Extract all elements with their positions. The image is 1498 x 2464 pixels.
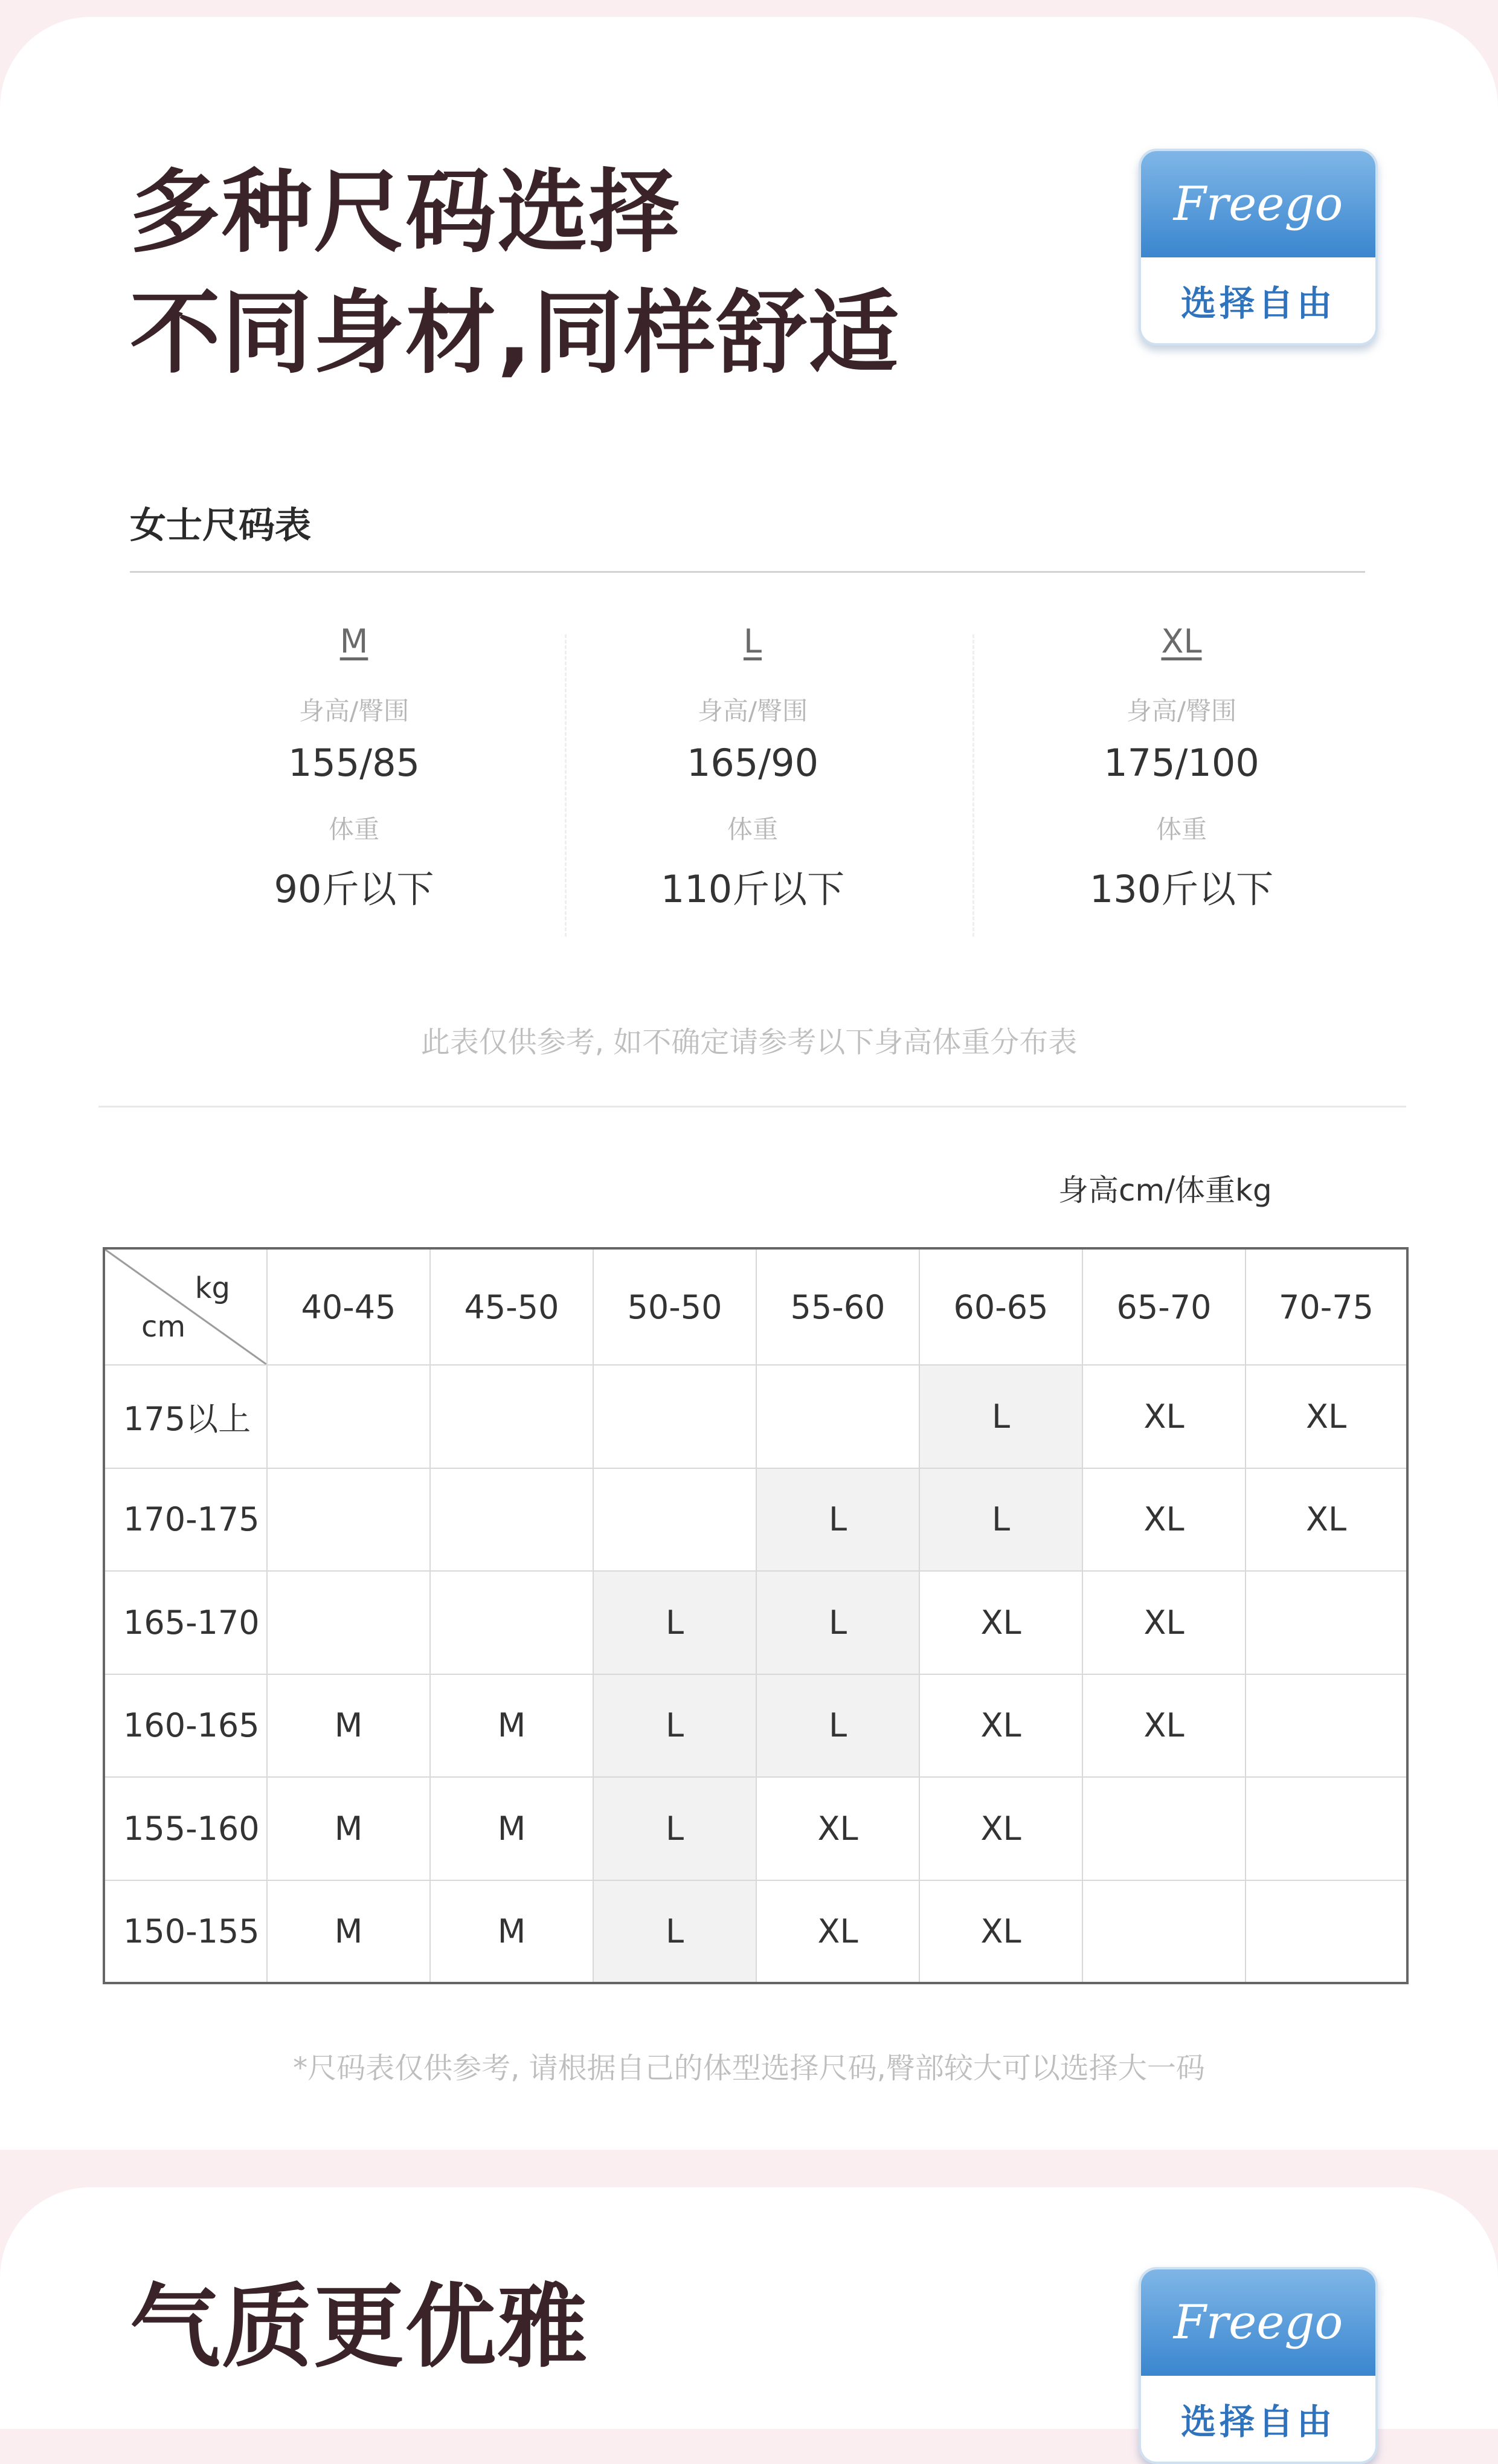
size-column-m bbox=[221, 622, 487, 911]
field-label-weight: 体重 bbox=[727, 814, 778, 844]
corner-cell bbox=[104, 1248, 267, 1365]
row-header: 165-170 bbox=[104, 1571, 267, 1674]
column-header: 60-65 bbox=[919, 1248, 1082, 1365]
next-section-headline: 气质更优雅 bbox=[130, 2275, 590, 2380]
size-cell: XL bbox=[919, 1880, 1082, 1984]
size-cell: L bbox=[593, 1777, 756, 1880]
size-cell: L bbox=[756, 1571, 919, 1674]
column-header: 40-45 bbox=[267, 1248, 430, 1365]
size-cell: XL bbox=[1082, 1571, 1246, 1674]
size-cell bbox=[267, 1365, 430, 1468]
size-cell bbox=[593, 1468, 756, 1572]
field-label-height-hip: 身高/臀围 bbox=[1126, 696, 1237, 726]
brand-tagline: 选择自由 bbox=[1180, 2401, 1336, 2442]
column-header: 45-50 bbox=[430, 1248, 593, 1365]
table-row bbox=[104, 1880, 1407, 1984]
size-name: L bbox=[743, 622, 762, 660]
corner-cm-label: cm bbox=[141, 1310, 186, 1344]
brand-logo bbox=[1139, 2267, 1378, 2464]
row-header: 150-155 bbox=[104, 1880, 267, 1984]
size-cell bbox=[756, 1365, 919, 1468]
height-hip-value: 155/85 bbox=[288, 741, 420, 785]
size-cell: XL bbox=[756, 1880, 919, 1984]
corner-kg-label: kg bbox=[194, 1271, 230, 1305]
size-cell: L bbox=[593, 1571, 756, 1674]
weight-value: 110斤以下 bbox=[660, 867, 845, 911]
size-cell bbox=[1246, 1674, 1407, 1778]
size-cell: M bbox=[267, 1674, 430, 1778]
section-divider bbox=[98, 1106, 1406, 1108]
table-row bbox=[104, 1674, 1407, 1778]
title-divider bbox=[130, 571, 1365, 573]
field-label-height-hip: 身高/臀围 bbox=[697, 696, 808, 726]
column-header: 50-50 bbox=[593, 1248, 756, 1365]
size-cell bbox=[593, 1365, 756, 1468]
size-cell: L bbox=[756, 1468, 919, 1572]
size-chart-note: 此表仅供参考, 如不确定请参考以下身高体重分布表 bbox=[420, 1025, 1078, 1059]
size-chart-title: 女士尺码表 bbox=[130, 505, 311, 547]
size-cell: XL bbox=[919, 1674, 1082, 1778]
row-header: 155-160 bbox=[104, 1777, 267, 1880]
size-cell: XL bbox=[756, 1777, 919, 1880]
size-cell bbox=[1246, 1880, 1407, 1984]
size-cell bbox=[267, 1571, 430, 1674]
size-cell bbox=[1246, 1571, 1407, 1674]
size-cell: M bbox=[430, 1880, 593, 1984]
height-hip-value: 165/90 bbox=[686, 741, 819, 785]
size-name: XL bbox=[1161, 622, 1202, 660]
size-cell: M bbox=[267, 1777, 430, 1880]
size-cell: L bbox=[593, 1674, 756, 1778]
table-row bbox=[104, 1365, 1407, 1468]
size-column-l bbox=[620, 622, 886, 911]
brand-logo bbox=[1139, 149, 1378, 346]
size-name: M bbox=[339, 622, 368, 660]
size-cell: L bbox=[919, 1365, 1082, 1468]
size-cell: L bbox=[593, 1880, 756, 1984]
column-header: 55-60 bbox=[756, 1248, 919, 1365]
weight-value: 90斤以下 bbox=[274, 867, 434, 911]
size-cell: L bbox=[756, 1674, 919, 1778]
height-hip-value: 175/100 bbox=[1104, 741, 1259, 785]
size-cell bbox=[1082, 1777, 1246, 1880]
size-cell: M bbox=[430, 1674, 593, 1778]
table-footnote: *尺码表仅供参考, 请根据自己的体型选择尺码,臀部较大可以选择大一码 bbox=[293, 2051, 1205, 2085]
weight-value: 130斤以下 bbox=[1089, 867, 1274, 911]
size-cell: M bbox=[267, 1880, 430, 1984]
headline-line-2: 不同身材,同样舒适 bbox=[130, 281, 900, 386]
size-cell: M bbox=[430, 1777, 593, 1880]
size-cell bbox=[430, 1468, 593, 1572]
table-row bbox=[104, 1571, 1407, 1674]
size-cell bbox=[1246, 1777, 1407, 1880]
height-weight-table bbox=[103, 1247, 1409, 1984]
size-cell: XL bbox=[919, 1777, 1082, 1880]
size-cell: XL bbox=[1082, 1674, 1246, 1778]
size-cell bbox=[1082, 1880, 1246, 1984]
field-label-height-hip: 身高/臀围 bbox=[298, 696, 410, 726]
brand-tagline: 选择自由 bbox=[1180, 283, 1336, 324]
field-label-weight: 体重 bbox=[328, 814, 379, 844]
size-cell: XL bbox=[1246, 1468, 1407, 1572]
brand-logo-text: Freego bbox=[1141, 151, 1375, 257]
field-label-weight: 体重 bbox=[1156, 814, 1207, 844]
size-cell: XL bbox=[1246, 1365, 1407, 1468]
brand-logo-text: Freego bbox=[1141, 2269, 1375, 2376]
column-header: 65-70 bbox=[1082, 1248, 1246, 1365]
row-header: 170-175 bbox=[104, 1468, 267, 1572]
size-cell bbox=[430, 1571, 593, 1674]
size-cell: XL bbox=[1082, 1365, 1246, 1468]
table-header-row bbox=[104, 1248, 1407, 1365]
headline-line-1: 多种尺码选择 bbox=[130, 160, 681, 265]
table-row bbox=[104, 1468, 1407, 1572]
size-cell: L bbox=[919, 1468, 1082, 1572]
size-cell: XL bbox=[919, 1571, 1082, 1674]
size-cell: XL bbox=[1082, 1468, 1246, 1572]
size-cell bbox=[430, 1365, 593, 1468]
row-header: 175以上 bbox=[104, 1365, 267, 1468]
column-header: 70-75 bbox=[1246, 1248, 1407, 1365]
row-header: 160-165 bbox=[104, 1674, 267, 1778]
size-cell bbox=[267, 1468, 430, 1572]
size-column-xl bbox=[1049, 622, 1314, 911]
column-divider bbox=[972, 634, 974, 937]
table-row bbox=[104, 1777, 1407, 1880]
unit-label: 身高cm/体重kg bbox=[1058, 1173, 1272, 1208]
column-divider bbox=[565, 634, 567, 937]
